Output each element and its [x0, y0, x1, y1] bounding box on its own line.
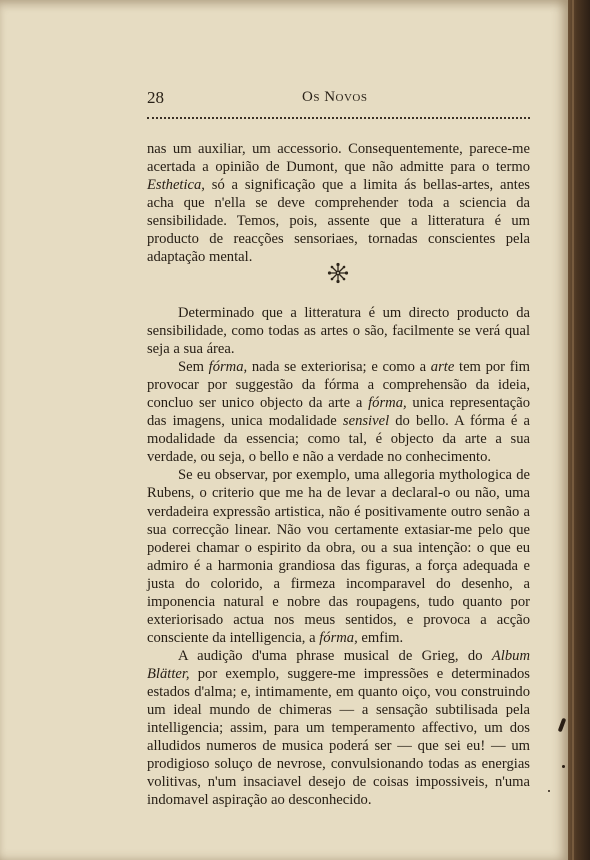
paragraph: Sem fórma, nada se exteriorisa; e como a arte tem por fim provocar por suggestão da fórma a comprehensão da ideia, concluo ser unico objecto da arte a fórma, unica representação das imagens, unica modalidade sensivel do bello. A fórma é a modalidade da essencia; como tal, é objecto da arte a sua verdade, ou seja, o bello e não a verdade no conhecimento. [147, 359, 531, 466]
page-header [147, 88, 530, 112]
ink-speck [562, 765, 565, 768]
book-binding-edge [568, 0, 590, 860]
running-head: Os Novos [302, 89, 368, 105]
paragraph: A audição d'uma phrase musical de Grieg, do Album Blätter, por exemplo, suggere-me impressões e determinados estados d'alma; e, intimamente, em quanto oiço, vou construindo um ideal mundo de chimeras — a sensação subtilisada pela intelligencia; assim, para um temperamento affectivo, um dos alludidos numeros de musica poderá ser — que sei eu! — um prodigioso soluço de nevrose, convulsionando todas as energias volitivas, n'um insaciavel desejo de coisas impossiveis, n'uma indomavel aspiração ao desconhecido. [147, 647, 530, 809]
ink-speck [558, 718, 567, 733]
paragraph-continued: nas um auxiliar, um accessorio. Consequentemente, parece-me acertada a opinião de Dumont, que não admitte para o termo Esthetica, só a significação que a limita ás bellas-artes, antes acha que n'ella se deve comprehender toda a sciencia da sensibilidade. Temos, pois, assente que a litteratura é um producto de reacções sensoriaes, tornadas conscientes pela adaptação mental. [147, 141, 530, 266]
fleuron-ornament-icon [327, 262, 349, 284]
ink-speck [548, 790, 550, 792]
paragraph: Determinado que a litteratura é um directo producto da sensibilidade, como todas as artes o são, facilmente se verá qual seja a sua área. [147, 305, 530, 358]
text-block-main [147, 304, 530, 809]
text-block-top [147, 140, 530, 266]
header-rule [147, 117, 530, 119]
page-number: 28 [147, 88, 164, 107]
paragraph: Se eu observar, por exemplo, uma allegoria mythologica de Rubens, o criterio que me ha de levar a declaral-o ou não, uma verdadeira expressão artistica, não é positivamente outro senão a sua correcção linear. Não vou certamente extasiar-me pelo que poderei chamar o espirito da obra, ou a sua intenção: o que eu admiro é a harmonia grandiosa das figuras, a força adequada e justa do colorido, a firmeza incomparavel do desenho, a imponencia natural e nobre das roupagens, tudo quanto por exteriorisado actua nos meus sentidos, e provoca a acção consciente da intelligencia, a fórma, emfim. [147, 467, 530, 646]
